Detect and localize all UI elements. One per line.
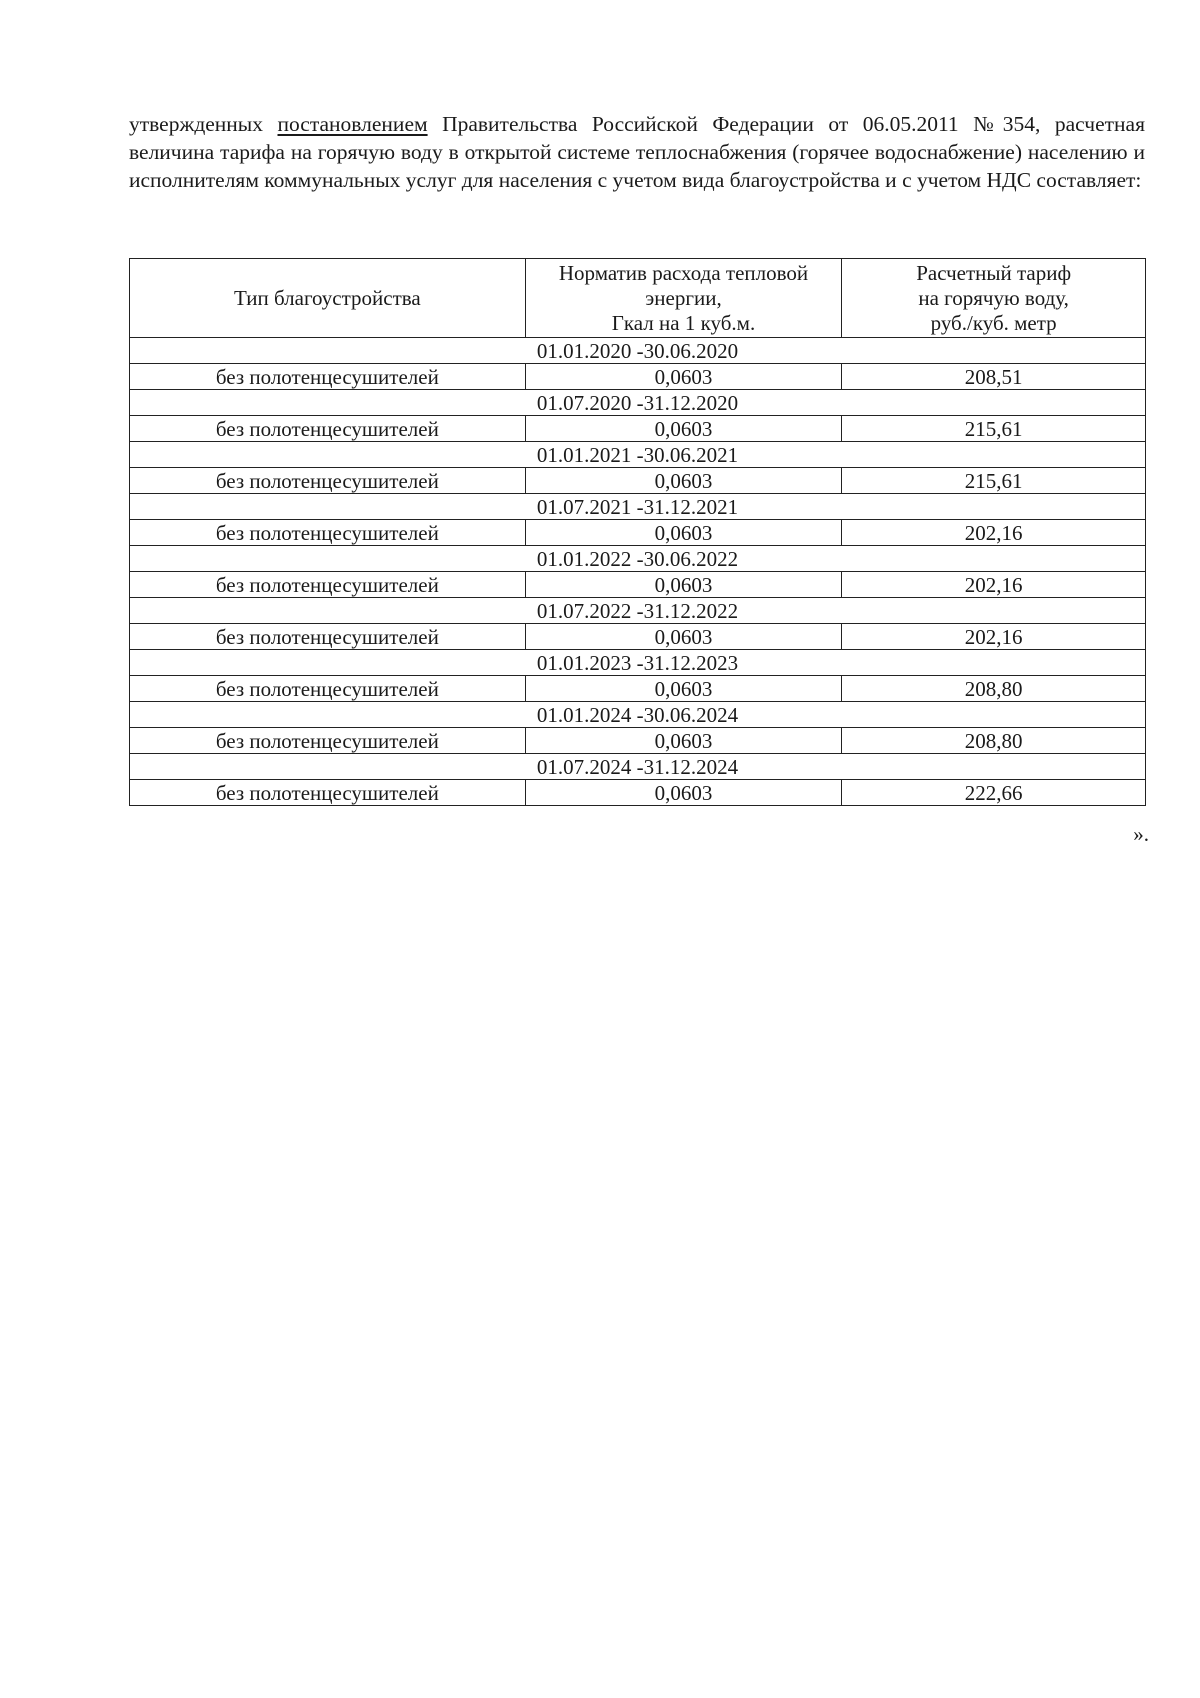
table-row <box>130 364 1146 390</box>
document-page <box>129 110 1149 846</box>
cell-heat-norm: 0,0603 <box>525 364 842 390</box>
period-row <box>130 494 1146 520</box>
table-row <box>130 780 1146 806</box>
period-label: 01.01.2023 -31.12.2023 <box>130 650 1146 676</box>
cell-tariff: 222,66 <box>842 780 1146 806</box>
period-label: 01.07.2024 -31.12.2024 <box>130 754 1146 780</box>
cell-tariff: 208,80 <box>842 728 1146 754</box>
period-row <box>130 390 1146 416</box>
table-header-row <box>130 259 1146 338</box>
table-row <box>130 728 1146 754</box>
cell-heat-norm: 0,0603 <box>525 572 842 598</box>
period-row <box>130 546 1146 572</box>
table-body <box>130 338 1146 806</box>
period-label: 01.07.2021 -31.12.2021 <box>130 494 1146 520</box>
cell-improvement-type: без полотенцесушителей <box>130 468 526 494</box>
cell-heat-norm: 0,0603 <box>525 624 842 650</box>
period-label: 01.07.2020 -31.12.2020 <box>130 390 1146 416</box>
period-label: 01.01.2022 -30.06.2022 <box>130 546 1146 572</box>
intro-text-start: утвержденных <box>129 112 278 136</box>
cell-tariff: 208,51 <box>842 364 1146 390</box>
header-tariff: Расчетный тариф на горячую воду, руб./куб. метр <box>842 259 1146 338</box>
cell-tariff: 202,16 <box>842 624 1146 650</box>
intro-paragraph <box>129 110 1145 194</box>
table-row <box>130 416 1146 442</box>
period-row <box>130 442 1146 468</box>
table-row <box>130 520 1146 546</box>
cell-tariff: 202,16 <box>842 520 1146 546</box>
period-row <box>130 754 1146 780</box>
cell-tariff: 215,61 <box>842 468 1146 494</box>
period-row <box>130 598 1146 624</box>
period-label: 01.07.2022 -31.12.2022 <box>130 598 1146 624</box>
cell-tariff: 202,16 <box>842 572 1146 598</box>
cell-improvement-type: без полотенцесушителей <box>130 364 526 390</box>
period-row <box>130 650 1146 676</box>
cell-heat-norm: 0,0603 <box>525 728 842 754</box>
period-label: 01.01.2020 -30.06.2020 <box>130 338 1146 364</box>
period-row <box>130 702 1146 728</box>
cell-heat-norm: 0,0603 <box>525 520 842 546</box>
cell-improvement-type: без полотенцесушителей <box>130 728 526 754</box>
cell-tariff: 215,61 <box>842 416 1146 442</box>
table-row <box>130 572 1146 598</box>
intro-text-end: Правительства Российской Федерации от 06.05.2011 №354, расчетная величина тарифа на горячую воду в открытой системе теплоснабжения (горячее водоснабжение) населению и исполнителям коммунальных услуг для населения с учетом вида благоустройства и с учетом НДС составляет: <box>129 112 1145 192</box>
cell-heat-norm: 0,0603 <box>525 676 842 702</box>
cell-heat-norm: 0,0603 <box>525 780 842 806</box>
tariff-table <box>129 258 1146 806</box>
header-improvement-type: Тип благоустройства <box>130 259 526 338</box>
cell-improvement-type: без полотенцесушителей <box>130 780 526 806</box>
period-label: 01.01.2021 -30.06.2021 <box>130 442 1146 468</box>
cell-heat-norm: 0,0603 <box>525 468 842 494</box>
table-row <box>130 468 1146 494</box>
cell-tariff: 208,80 <box>842 676 1146 702</box>
table-row <box>130 624 1146 650</box>
cell-improvement-type: без полотенцесушителей <box>130 676 526 702</box>
cell-improvement-type: без полотенцесушителей <box>130 572 526 598</box>
header-heat-norm: Норматив расхода тепловой энергии, Гкал на 1 куб.м. <box>525 259 842 338</box>
cell-improvement-type: без полотенцесушителей <box>130 416 526 442</box>
cell-improvement-type: без полотенцесушителей <box>130 624 526 650</box>
period-label: 01.01.2024 -30.06.2024 <box>130 702 1146 728</box>
closing-quote: ». <box>1133 822 1149 846</box>
cell-heat-norm: 0,0603 <box>525 416 842 442</box>
cell-improvement-type: без полотенцесушителей <box>130 520 526 546</box>
period-row <box>130 338 1146 364</box>
resolution-link[interactable]: постановлением <box>277 112 428 136</box>
table-row <box>130 676 1146 702</box>
